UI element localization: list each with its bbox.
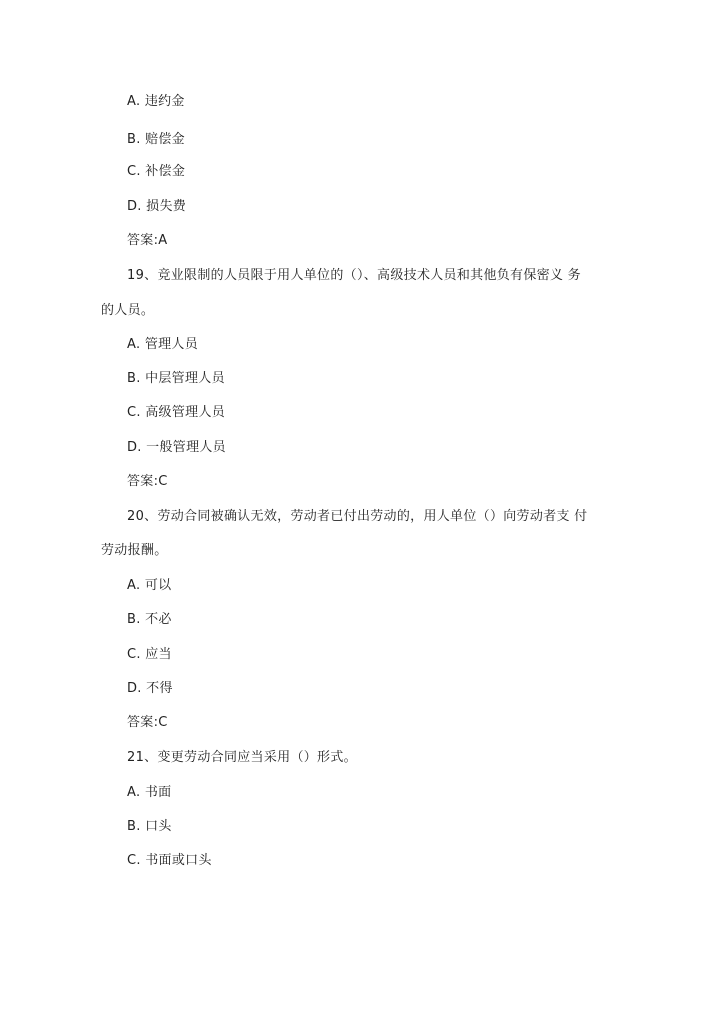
q19-option-c: C. 高级管理人员 xyxy=(127,405,226,420)
q20-option-c: C. 应当 xyxy=(127,647,172,662)
q19-question-line1: 19、竞业限制的人员限于用人单位的（）、高级技术人员和其他负有保密义 务 xyxy=(127,268,581,283)
q18-answer: 答案:A xyxy=(127,233,168,248)
q18-option-c: C. 补偿金 xyxy=(127,164,186,179)
q20-answer: 答案:C xyxy=(127,715,168,730)
q19-option-a: A. 管理人员 xyxy=(127,337,199,352)
q21-option-a: A. 书面 xyxy=(127,785,172,800)
q20-question-line1: 20、劳动合同被确认无效，劳动者已付出劳动的，用人单位（）向劳动者支 付 xyxy=(127,509,588,524)
q20-question-line2: 劳动报酬。 xyxy=(101,543,168,558)
q19-option-d: D. 一般管理人员 xyxy=(127,440,226,455)
q21-option-b: B. 口头 xyxy=(127,819,172,834)
q19-answer: 答案:C xyxy=(127,474,168,489)
q18-option-d: D. 损失费 xyxy=(127,199,187,214)
q19-option-b: B. 中层管理人员 xyxy=(127,371,225,386)
q20-option-a: A. 可以 xyxy=(127,578,172,593)
q18-option-b: B. 赔偿金 xyxy=(127,132,185,147)
q20-option-b: B. 不必 xyxy=(127,612,172,627)
q21-question-line1: 21、变更劳动合同应当采用（）形式。 xyxy=(127,750,357,765)
q20-option-d: D. 不得 xyxy=(127,681,173,696)
q19-question-line2: 的人员。 xyxy=(101,303,155,318)
q21-option-c: C. 书面或口头 xyxy=(127,853,212,868)
q18-option-a: A. 违约金 xyxy=(127,94,185,109)
